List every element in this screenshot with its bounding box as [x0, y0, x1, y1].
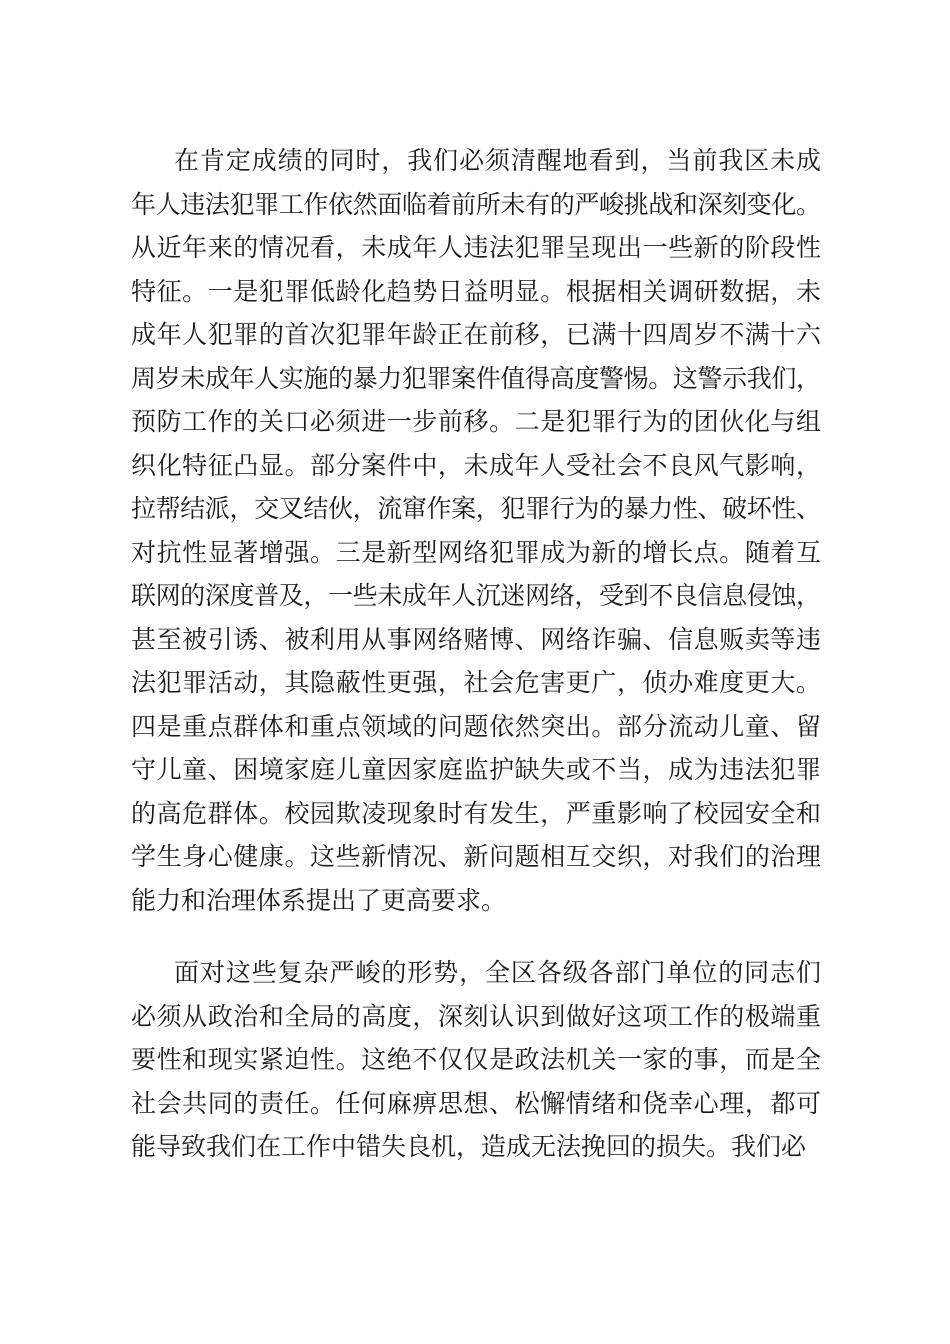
- paragraph-line: 守儿童、困境家庭儿童因家庭监护缺失或不当，成为违法犯罪: [131, 755, 822, 784]
- paragraph-line: 拉帮结派，交叉结伙，流窜作案，犯罪行为的暴力性、破坏性、: [131, 494, 821, 523]
- paragraph-first-line: 在肯定成绩的同时，我们必须清醒地看到，当前我区未成: [174, 146, 822, 175]
- paragraph-line: 织化特征凸显。部分案件中，未成年人受社会不良风气影响，: [131, 450, 822, 480]
- paragraph-line: 必须从政治和全局的高度，深刻认识到做好这项工作的极端重: [131, 1001, 822, 1031]
- paragraph-line: 联网的深度普及，一些未成年人沉迷网络，受到不良信息侵蚀，: [131, 581, 821, 610]
- paragraph-line: 能力和治理体系提出了更高要求。: [131, 885, 507, 915]
- paragraph-line: 四是重点群体和重点领域的问题依然突出。部分流动儿童、留: [131, 711, 822, 741]
- paragraph-line: 能导致我们在工作中错失良机，造成无法挽回的损失。我们必: [131, 1132, 807, 1161]
- paragraph-line: 周岁未成年人实施的暴力犯罪案件值得高度警惕。这警示我们，: [131, 363, 821, 393]
- paragraph-line: 要性和现实紧迫性。这绝不仅仅是政法机关一家的事，而是全: [131, 1045, 822, 1074]
- paragraph-line: 社会共同的责任。任何麻痹思想、松懈情绪和侥幸心理，都可: [131, 1088, 822, 1118]
- paragraph-line: 法犯罪活动，其隐蔽性更强，社会危害更广，侦办难度更大。: [131, 668, 822, 697]
- paragraph-line: 特征。一是犯罪低龄化趋势日益明显。根据相关调研数据，未: [131, 276, 822, 306]
- paragraph-line: 对抗性显著增强。三是新型网络犯罪成为新的增长点。随着互: [131, 537, 822, 567]
- paragraph-line: 甚至被引诱、被利用从事网络赌博、网络诈骗、信息贩卖等违: [131, 624, 822, 654]
- paragraph-first-line: 面对这些复杂严峻的形势，全区各级各部门单位的同志们: [174, 958, 822, 987]
- paragraph-line: 年人违法犯罪工作依然面临着前所未有的严峻挑战和深刻变化。: [131, 189, 821, 219]
- paragraph-line: 学生身心健康。这些新情况、新问题相互交织，对我们的治理: [131, 842, 822, 871]
- paragraph-line: 预防工作的关口必须进一步前移。二是犯罪行为的团伙化与组: [131, 407, 822, 436]
- paragraph-line: 成年人犯罪的首次犯罪年龄正在前移，已满十四周岁不满十六: [131, 320, 822, 349]
- paragraph-line: 的高危群体。校园欺凌现象时有发生，严重影响了校园安全和: [131, 798, 822, 828]
- paragraph-line: 从近年来的情况看，未成年人违法犯罪呈现出一些新的阶段性: [131, 233, 822, 262]
